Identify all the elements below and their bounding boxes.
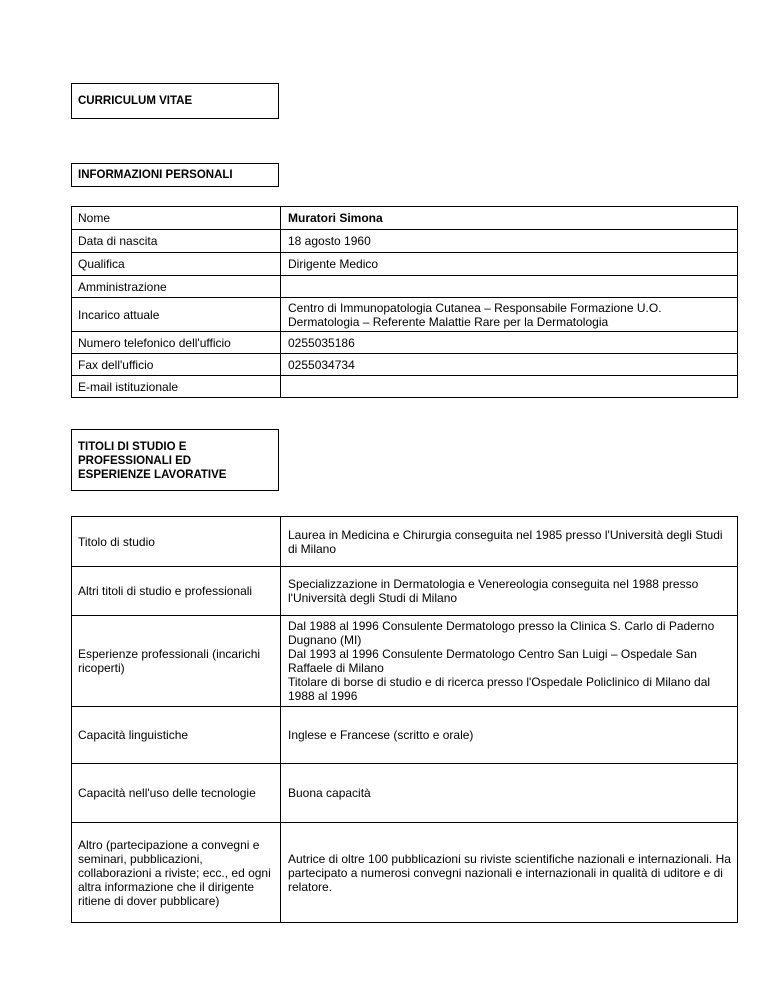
titles-heading-box: [71, 429, 279, 491]
table-row: [72, 298, 738, 332]
table-row: [72, 376, 738, 398]
row-label: E-mail istituzionale: [72, 376, 281, 398]
cv-title-box: [71, 83, 279, 119]
titles-table: [71, 516, 738, 923]
table-row: [72, 230, 738, 253]
row-label: Capacità linguistiche: [72, 707, 281, 764]
personal-info-heading: INFORMAZIONI PERSONALI: [78, 169, 233, 181]
personal-info-table: [71, 206, 738, 398]
experience-line: Dal 1988 al 1996 Consulente Dermatologo presso la Clinica S. Carlo di Paderno Dugnano (MI): [288, 619, 715, 647]
row-value: Dirigente Medico: [281, 253, 738, 276]
cv-title: CURRICULUM VITAE: [78, 95, 193, 107]
titles-heading-line: PROFESSIONALI ED: [78, 455, 192, 467]
experience-line: Titolare di borse di studio e di ricerca presso l'Ospedale Policlinico di Milano dal 1988 al 1996: [288, 675, 711, 703]
name-value: Muratori Simona: [281, 207, 738, 230]
table-row: [72, 616, 738, 707]
row-label: Esperienze professionali (incarichi ricoperti): [72, 616, 281, 707]
experience-value: [281, 616, 738, 707]
row-value: [281, 376, 738, 398]
row-value: [281, 276, 738, 298]
row-value: Specializzazione in Dermatologia e Venereologia conseguita nel 1988 presso l'Università degli Studi di Milano: [281, 567, 738, 616]
table-row: [72, 253, 738, 276]
row-label: Titolo di studio: [72, 517, 281, 567]
row-label: Amministrazione: [72, 276, 281, 298]
table-row: [72, 764, 738, 823]
row-value: Inglese e Francese (scritto e orale): [281, 707, 738, 764]
row-value: 0255034734: [281, 354, 738, 376]
titles-heading-line: ESPERIENZE LAVORATIVE: [78, 469, 227, 481]
row-value: 18 agosto 1960: [281, 230, 738, 253]
table-row: [72, 707, 738, 764]
row-value: Centro di Immunopatologia Cutanea – Responsabile Formazione U.O. Dermatologia – Referente Malattie Rare per la Dermatologia: [281, 298, 738, 332]
row-label: Altri titoli di studio e professionali: [72, 567, 281, 616]
table-row: [72, 517, 738, 567]
row-value: Buona capacità: [281, 764, 738, 823]
table-row: [72, 354, 738, 376]
row-label: Altro (partecipazione a convegni e seminari, pubblicazioni, collaborazioni a riviste; ecc., ed ogni altra informazione che il dirigente ritiene di dover pubblicare): [72, 823, 281, 923]
row-label: Numero telefonico dell'ufficio: [72, 332, 281, 354]
table-row: [72, 567, 738, 616]
table-row: [72, 276, 738, 298]
table-row: [72, 823, 738, 923]
row-label: Data di nascita: [72, 230, 281, 253]
row-value: Laurea in Medicina e Chirurgia conseguita nel 1985 presso l'Università degli Studi di Milano: [281, 517, 738, 567]
row-label: Fax dell'ufficio: [72, 354, 281, 376]
experience-line: Dal 1993 al 1996 Consulente Dermatologo Centro San Luigi – Ospedale San Raffaele di Milano: [288, 647, 697, 675]
row-label: Nome: [72, 207, 281, 230]
row-value: 0255035186: [281, 332, 738, 354]
row-label: Capacità nell'uso delle tecnologie: [72, 764, 281, 823]
table-row: [72, 332, 738, 354]
row-label: Qualifica: [72, 253, 281, 276]
row-value: Autrice di oltre 100 pubblicazioni su riviste scientifiche nazionali e internazionali. Ha partecipato a numerosi convegni nazionali e internazionali in qualità di uditore e di relatore.: [281, 823, 738, 923]
table-row: [72, 207, 738, 230]
titles-heading-line: TITOLI DI STUDIO E: [78, 441, 187, 453]
row-label: Incarico attuale: [72, 298, 281, 332]
personal-info-heading-box: [71, 163, 279, 187]
